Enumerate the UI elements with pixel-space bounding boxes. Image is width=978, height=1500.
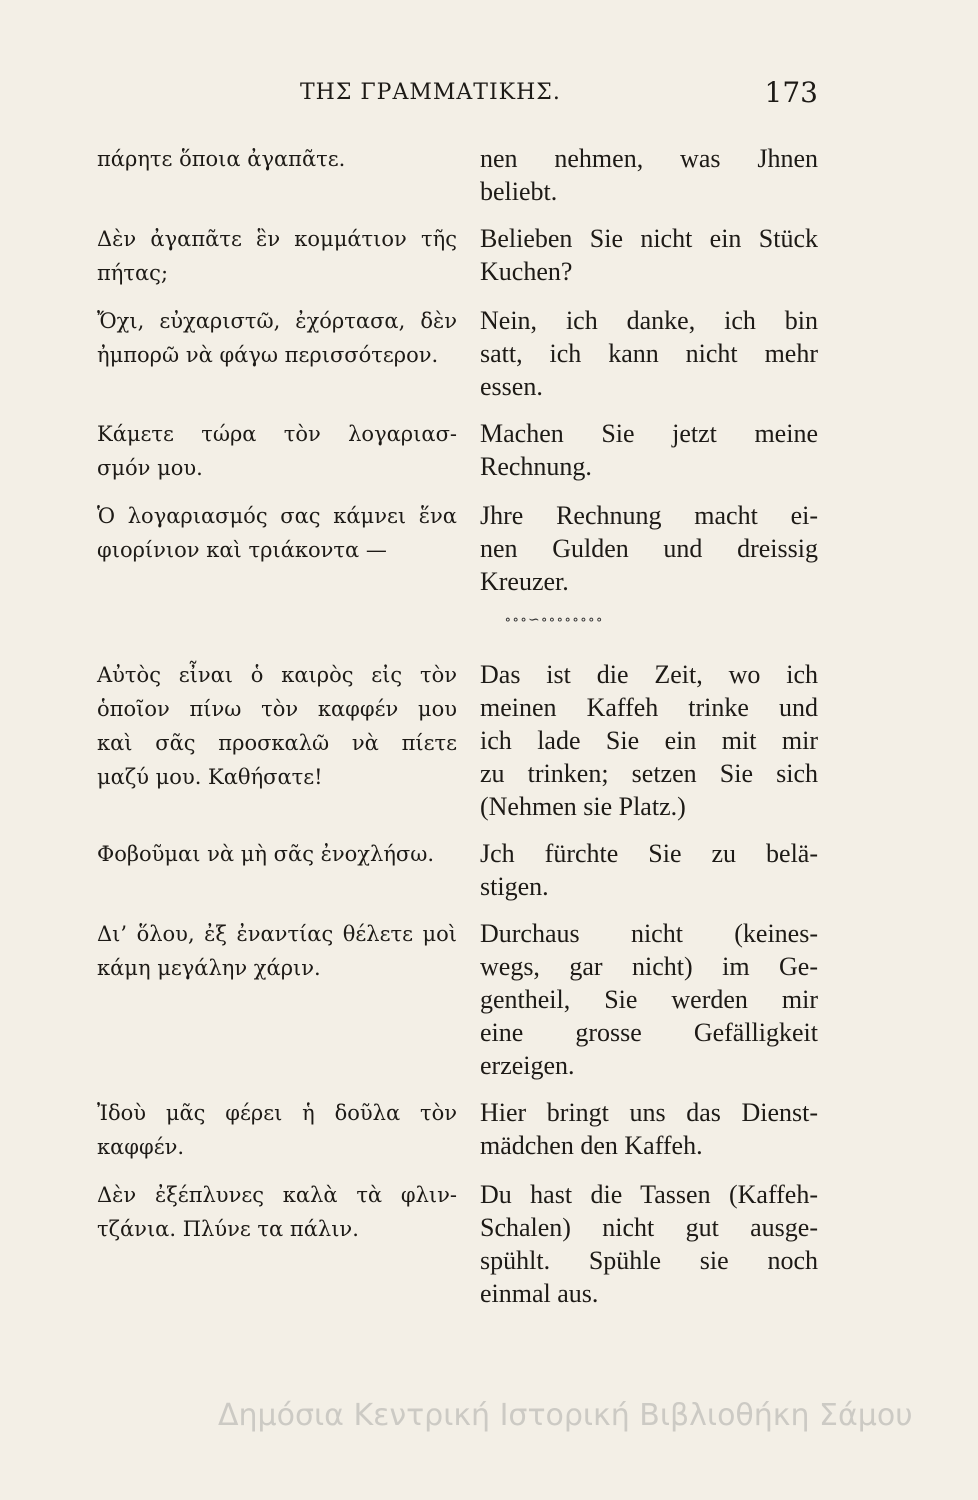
phrase-row [0, 1178, 978, 1310]
greek-line: καὶ σᾶς προσκαλῶ νὰ πίετε [97, 731, 457, 755]
running-title: ΤΗΣ ΓΡΑΜΜΑΤΙΚΗΣ. [300, 80, 561, 105]
greek-line: Φοβοῦμαι νὰ μὴ σᾶς ἐνοχλήσω. [97, 842, 435, 866]
german-line: Schalen) nicht gut ausge- [480, 1213, 818, 1242]
german-phrase [480, 142, 818, 208]
german-line: einmal aus. [480, 1279, 599, 1308]
german-line: wegs, gar nicht) im Ge- [480, 952, 818, 981]
greek-line: μαζύ μου. Καθήσατε! [97, 765, 323, 789]
german-line: Das ist die Zeit, wo ich [480, 660, 818, 689]
german-line: mädchen den Kaffeh. [480, 1131, 703, 1160]
phrase-row [0, 917, 978, 1082]
german-phrase [480, 499, 818, 598]
greek-line: Δι’ ὅλου, ἐξ ἐναντίας θέλετε μοὶ [97, 922, 457, 946]
german-line: satt, ich kann nicht mehr [480, 339, 818, 368]
german-line: Kuchen? [480, 257, 573, 286]
page-number: 173 [764, 76, 818, 109]
greek-phrase [97, 917, 457, 1082]
german-line: essen. [480, 372, 543, 401]
german-phrase [480, 222, 818, 290]
greek-phrase [97, 417, 457, 485]
german-line: eine grosse Gefälligkeit [480, 1018, 818, 1047]
greek-line: πάρητε ὅποια ἀγαπᾶτε. [97, 147, 346, 171]
greek-line: κάμη μεγάλην χάριν. [97, 956, 321, 980]
german-line: meinen Kaffeh trinke und [480, 693, 818, 722]
section-separator: ∘∘∘∽∘∘∘∘∘∘∘∘ [504, 612, 604, 628]
german-line: beliebt. [480, 177, 558, 206]
greek-line: ἠμπορῶ νὰ φάγω περισσότερον. [97, 343, 439, 367]
phrase-row [0, 222, 978, 290]
greek-phrase [97, 499, 457, 598]
bilingual-phrase-table [0, 142, 978, 1324]
german-phrase [480, 658, 818, 823]
library-watermark: Δημόσια Κεντρική Ιστορική Βιβλιοθήκη Σάμου [218, 1398, 913, 1433]
german-line: nen nehmen, was Jhnen [480, 144, 818, 173]
german-phrase [480, 837, 818, 903]
german-line: Jhre Rechnung macht ei- [480, 501, 818, 530]
german-phrase [480, 1096, 818, 1164]
greek-line: Ἰδοὺ μᾶς φέρει ἡ δοῦλα τὸν [97, 1101, 457, 1125]
phrase-row [0, 499, 978, 598]
german-line: spühlt. Spühle sie noch [480, 1246, 818, 1275]
greek-phrase [97, 1178, 457, 1310]
greek-phrase [97, 304, 457, 403]
greek-line: Δὲν ἐξέπλυνες καλὰ τὰ φλιν- [97, 1183, 457, 1207]
phrase-row [0, 304, 978, 403]
greek-phrase [97, 837, 457, 903]
phrase-row [0, 1096, 978, 1164]
greek-line: καφφέν. [97, 1135, 185, 1159]
greek-phrase [97, 658, 457, 823]
greek-phrase [97, 142, 457, 208]
german-line: Machen Sie jetzt meine [480, 419, 818, 448]
german-line: Belieben Sie nicht ein Stück [480, 224, 818, 253]
greek-line: τζάνια. Πλύνε τα πάλιν. [97, 1217, 359, 1241]
phrase-row [0, 417, 978, 485]
greek-phrase [97, 1096, 457, 1164]
german-line: erzeigen. [480, 1051, 575, 1080]
german-line: Kreuzer. [480, 567, 569, 596]
german-line: Hier bringt uns das Dienst- [480, 1098, 818, 1127]
german-phrase [480, 417, 818, 485]
greek-line: ὁποῖον πίνω τὸν καφφέν μου [97, 697, 457, 721]
greek-line: φιορίνιον καὶ τριάκοντα — [97, 538, 387, 562]
greek-line: Ὄχι, εὐχαριστῶ, ἐχόρτασα, δὲν [97, 309, 457, 333]
greek-line: Κάμετε τώρα τὸν λογαριασ- [97, 422, 457, 446]
greek-line: Αὐτὸς εἶναι ὁ καιρὸς εἰς τὸν [97, 663, 457, 687]
phrase-row [0, 837, 978, 903]
page-header [0, 76, 978, 120]
german-line: ich lade Sie ein mit mir [480, 726, 818, 755]
german-line: gentheil, Sie werden mir [480, 985, 818, 1014]
german-phrase [480, 1178, 818, 1310]
greek-line: Δὲν ἀγαπᾶτε ἓν κομμάτιον τῆς [97, 227, 457, 251]
german-line: zu trinken; setzen Sie sich [480, 759, 818, 788]
german-line: Rechnung. [480, 452, 592, 481]
german-line: Du hast die Tassen (Kaffeh- [480, 1180, 818, 1209]
german-line: Durchaus nicht (keines- [480, 919, 818, 948]
german-line: Jch fürchte Sie zu belä- [480, 839, 818, 868]
greek-line: σμόν μου. [97, 456, 203, 480]
greek-line: Ὁ λογαριασμός σας κάμνει ἕνα [97, 504, 457, 528]
german-phrase [480, 917, 818, 1082]
greek-phrase [97, 222, 457, 290]
german-line: stigen. [480, 872, 549, 901]
phrase-row [0, 658, 978, 823]
phrase-row [0, 142, 978, 208]
german-line: Nein, ich danke, ich bin [480, 306, 818, 335]
greek-line: πήτας; [97, 261, 169, 285]
german-phrase [480, 304, 818, 403]
german-line: (Nehmen sie Platz.) [480, 792, 686, 821]
german-line: nen Gulden und dreissig [480, 534, 818, 563]
